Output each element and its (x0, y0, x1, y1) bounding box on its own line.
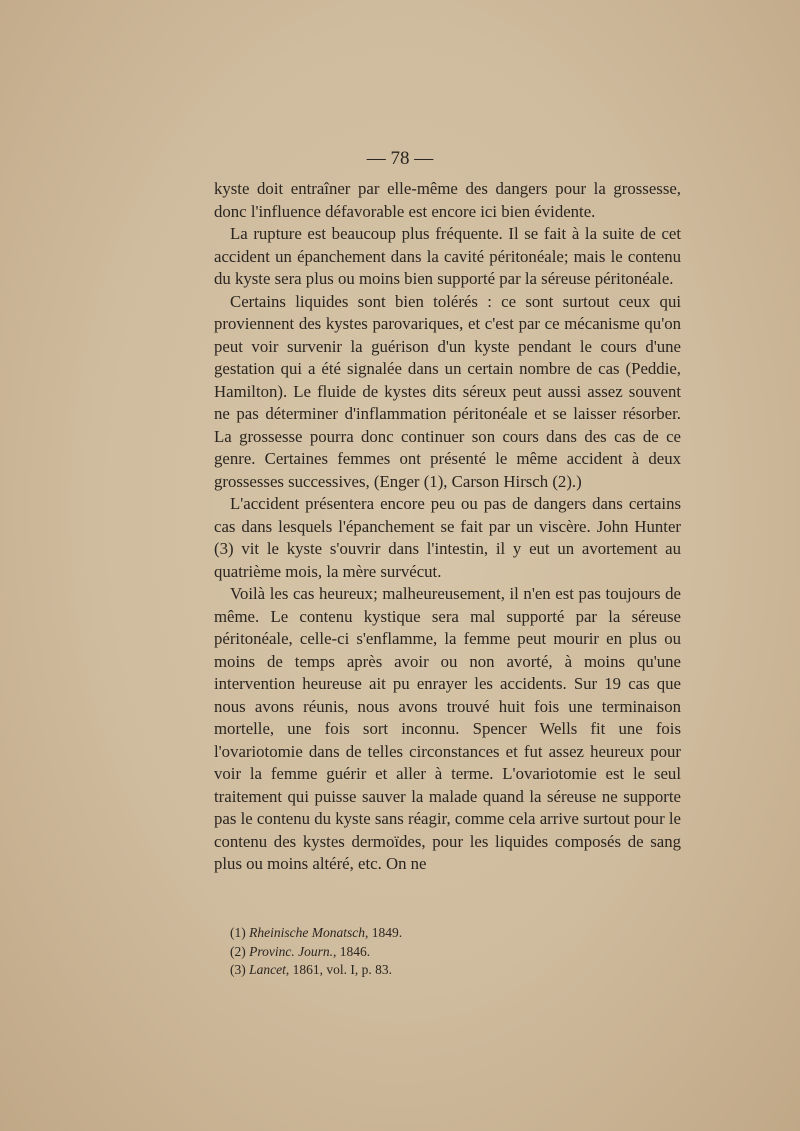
body-text (214, 178, 681, 876)
footnote (230, 924, 630, 943)
footnote-number: (2) (230, 943, 246, 959)
footnote-number: (1) (230, 925, 246, 940)
paragraph: Certains liquides sont bien tolérés : ce sont surtout ceux qui proviennent des kystes parovariques, et c'est par ce mécanisme qu'on peut voir survenir la guérison d'un kyste pendant le cours d'une gestation qui a été signalée dans un certain nombre de cas (Peddie, Hamilton). Le fluide de kystes dits séreux peut aussi assez souvent ne pas déterminer d'inflammation péritonéale et se laisser résorber. La grossesse pourra donc continuer son cours dans des cas de ce genre. Certaines femmes ont présenté le même accident à deux grossesses successives, (Enger (1), Carson Hirsch (2).) (214, 291, 681, 491)
paragraph: L'accident présentera encore peu ou pas de dangers dans certains cas dans lesquels l'épanchement se fait par un viscère. John Hunter (3) vit le kyste s'ouvrir dans l'intestin, il y eut un avortement au quatrième mois, la mère survécut. (214, 494, 681, 581)
paragraph: La rupture est beaucoup plus fréquente. Il se fait à la suite de cet accident un épanchement dans la cavité péritonéale; mais le contenu du kyste sera plus ou moins bien supporté par la séreuse péritonéale. (214, 224, 681, 288)
footnote-number: (3) (230, 962, 246, 977)
footnote-source: Lancet (249, 962, 286, 977)
page-number: — 78 — (366, 148, 434, 169)
footnote-rest: , 1861, vol. I, p. 83. (285, 962, 392, 977)
footnote-source: Provinc. Journ. (249, 943, 333, 959)
footnotes (230, 924, 630, 980)
footnote-source: Rheinische Monatsch (249, 925, 365, 940)
paragraph: Voilà les cas heureux; malheureusement, il n'en est pas toujours de même. Le contenu kystique sera mal supporté par la séreuse péritonéale, celle-ci s'enflamme, la femme peut mourir en plus ou moins de temps après avoir ou non avorté, à moins qu'une intervention heureuse ait pu enrayer les accidents. Sur 19 cas que nous avons réunis, nous avons trouvé huit fois une terminaison mortelle, une fois sort inconnu. Spencer Wells fit une fois l'ovariotomie dans de telles circonstances et fut assez heureux pour voir la femme guérir et aller à terme. L'ovariotomie est le seul traitement qui puisse sauver la malade quand la séreuse ne supporte pas le contenu du kyste sans réagir, comme cela arrive surtout pour le contenu des kystes dermoïdes, pour les liquides composés de sang plus ou moins altéré, etc. On ne (214, 584, 681, 873)
footnote (230, 961, 630, 980)
footnote-rest: , 1849. (364, 925, 403, 940)
paragraph: kyste doit entraîner par elle-même des dangers pour la grossesse, donc l'influence défavorable est encore ici bien évidente. (214, 179, 681, 221)
footnote (230, 943, 630, 962)
footnote-rest: , 1846. (332, 943, 371, 959)
